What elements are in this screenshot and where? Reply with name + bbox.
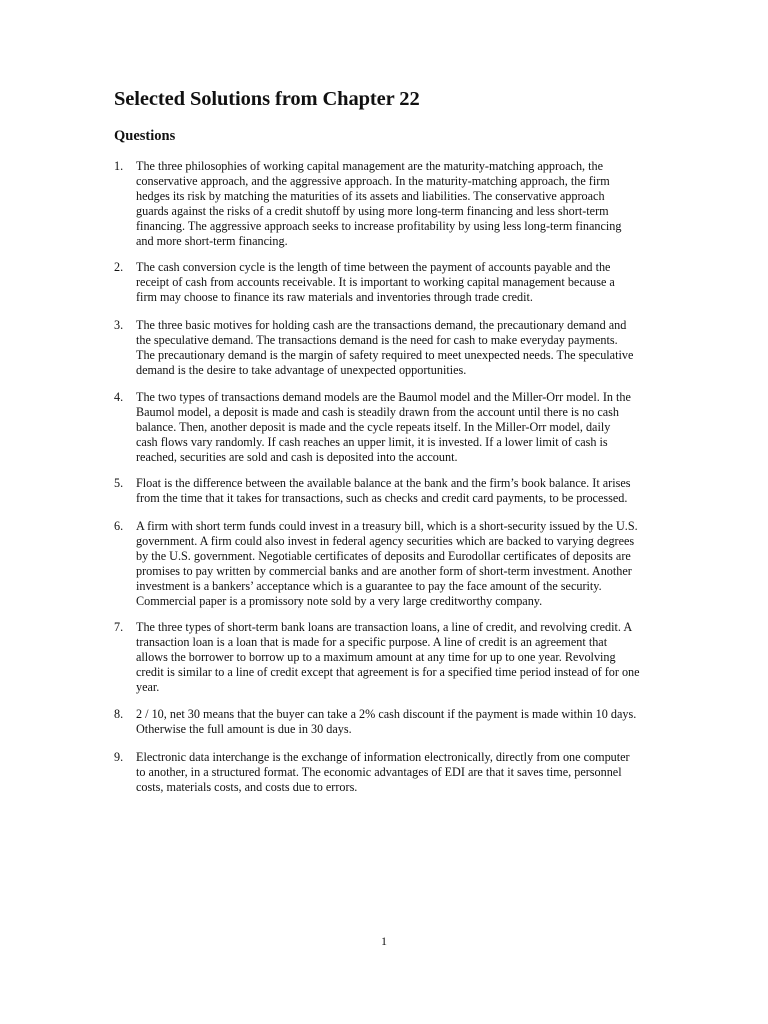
item-number: 2. [114, 260, 124, 274]
text-line: promises to pay written by commercial banks and are another form of short-term investment. Another [136, 563, 632, 578]
item-number: 5. [114, 476, 124, 490]
text-line: The three philosophies of working capital management are the maturity-matching approach, the [136, 159, 604, 173]
text-line: guards against the risks of a credit shutoff by using more long-term financing and less short-term [136, 203, 609, 218]
item-number: 7. [114, 620, 124, 634]
text-line: The precautionary demand is the margin of safety required to meet unexpected needs. The speculative [136, 347, 634, 362]
text-line: cash flows vary randomly. If cash reaches an upper limit, it is invested. If a lower limit of cash is [136, 434, 608, 449]
list-item [114, 620, 674, 695]
text-line: The three basic motives for holding cash are the transactions demand, the precautionary demand and [136, 318, 627, 332]
item-text [136, 260, 674, 305]
text-line: Otherwise the full amount is due in 30 days. [136, 721, 352, 736]
page-title: Selected Solutions from Chapter 22 [114, 88, 420, 110]
item-number: 1. [114, 159, 124, 173]
text-line: The three types of short-term bank loans are transaction loans, a line of credit, and revolving credit. A [136, 620, 633, 634]
text-line: Float is the difference between the available balance at the bank and the firm’s book balance. It arises [136, 476, 631, 490]
text-line: Electronic data interchange is the exchange of information electronically, directly from one computer [136, 750, 630, 764]
section-heading: Questions [114, 128, 176, 144]
list-item [114, 519, 674, 608]
text-line: and more short-term financing. [136, 233, 288, 248]
item-text [136, 318, 674, 378]
text-line: A firm with short term funds could invest in a treasury bill, which is a short-security issued by the U.S. [136, 519, 638, 533]
text-line: receipt of cash from accounts receivable. It is important to working capital management because a [136, 274, 615, 289]
item-text [136, 707, 674, 737]
text-line: Commercial paper is a promissory note sold by a very large creditworthy company. [136, 593, 543, 608]
item-number: 6. [114, 519, 124, 533]
text-line: allows the borrower to borrow up to a maximum amount at any time for up to one year. Revolving [136, 649, 616, 664]
text-line: hedges its risk by matching the maturities of its assets and liabilities. The conservative approach [136, 188, 605, 203]
item-text [136, 519, 674, 608]
text-line: conservative approach, and the aggressive approach. In the maturity-matching approach, the firm [136, 173, 610, 188]
text-line: year. [136, 679, 160, 694]
text-line: Baumol model, a deposit is made and cash is steadily drawn from the account until there is no cash [136, 404, 619, 419]
text-line: by the U.S. government. Negotiable certificates of deposits and Eurodollar certificates of deposits are [136, 548, 631, 563]
list-item [114, 260, 674, 305]
text-line: demand is the desire to take advantage of unexpected opportunities. [136, 362, 467, 377]
list-item [114, 750, 674, 795]
text-line: The cash conversion cycle is the length of time between the payment of accounts payable and the [136, 260, 611, 274]
text-line: government. A firm could also invest in federal agency securities which are backed to varying degrees [136, 533, 635, 548]
text-line: credit is similar to a line of credit except that agreement is for a specified time period instead of for one [136, 664, 640, 679]
list-item [114, 390, 674, 465]
item-text [136, 476, 674, 506]
text-line: 2 / 10, net 30 means that the buyer can take a 2% cash discount if the payment is made within 10 days. [136, 707, 637, 721]
text-line: financing. The aggressive approach seeks to increase profitability by using less long-term financing [136, 218, 622, 233]
text-line: The two types of transactions demand models are the Baumol model and the Miller-Orr model. In the [136, 390, 631, 404]
item-number: 3. [114, 318, 124, 332]
text-line: reached, securities are sold and cash is deposited into the account. [136, 449, 458, 464]
item-number: 4. [114, 390, 124, 404]
page-number: 1 [381, 934, 387, 948]
text-line: balance. Then, another deposit is made and the cycle repeats itself. In the Miller-Orr model, daily [136, 419, 611, 434]
text-line: the speculative demand. The transactions demand is the need for cash to make everyday payments. [136, 332, 618, 347]
text-line: from the time that it takes for transactions, such as checks and credit card payments, to be processed. [136, 490, 628, 505]
text-line: to another, in a structured format. The economic advantages of EDI are that it saves time, personnel [136, 764, 622, 779]
text-line: investment is a bankers’ acceptance which is a guarantee to pay the face amount of the security. [136, 578, 602, 593]
text-line: firm may choose to finance its raw materials and inventories through trade credit. [136, 289, 533, 304]
list-item [114, 159, 674, 248]
item-number: 8. [114, 707, 124, 721]
item-text [136, 159, 674, 248]
item-number: 9. [114, 750, 124, 764]
item-text [136, 390, 674, 465]
item-text [136, 750, 674, 795]
text-line: costs, materials costs, and costs due to errors. [136, 779, 358, 794]
item-text [136, 620, 674, 695]
text-line: transaction loan is a loan that is made for a specific purpose. A line of credit is an agreement that [136, 634, 608, 649]
list-item [114, 318, 674, 378]
list-item [114, 707, 674, 737]
list-item [114, 476, 674, 506]
